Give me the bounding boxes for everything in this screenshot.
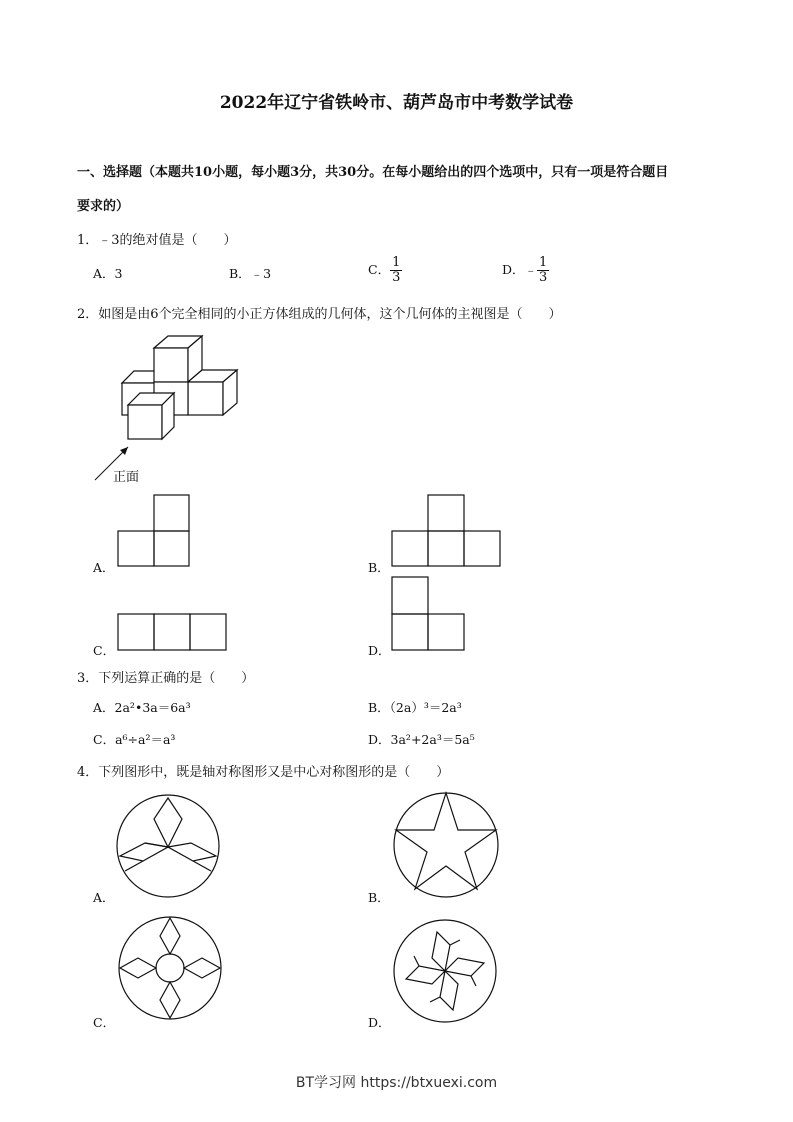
view-square xyxy=(190,614,226,650)
view-square xyxy=(118,614,154,650)
view-square xyxy=(392,531,428,566)
q4-figure-a xyxy=(115,793,221,899)
q1-option-c xyxy=(368,256,402,285)
q4-option-c: C． xyxy=(93,1015,116,1030)
q4-figure-d xyxy=(392,918,498,1024)
section-heading-line2: 要求的） xyxy=(77,199,130,214)
view-square xyxy=(118,531,154,566)
view-square xyxy=(392,614,428,650)
view-square xyxy=(464,531,500,566)
cube-face xyxy=(154,348,188,382)
denominator: 3 xyxy=(392,270,401,285)
footer-watermark: BT学习网 https://btxuexi.com xyxy=(295,1075,498,1091)
outer-circle xyxy=(394,793,498,897)
q4-option-a: A． xyxy=(93,890,115,905)
view-square xyxy=(154,495,189,531)
center-circle xyxy=(156,954,184,982)
q2-option-a: A． xyxy=(93,560,115,575)
view-square xyxy=(154,614,190,650)
page-title: 2022年辽宁省铁岭市、葫芦岛市中考数学试卷 xyxy=(219,93,574,113)
rhombus-shape xyxy=(154,798,182,847)
q1-option-c-fraction xyxy=(390,256,402,285)
q2-view-a xyxy=(118,495,190,567)
q3-option-c: C．a⁶÷a²＝a³ xyxy=(93,732,176,747)
q4-figure-b xyxy=(392,791,500,899)
rhombus-edge xyxy=(193,861,211,871)
view-square xyxy=(154,531,189,566)
outer-circle xyxy=(119,917,221,1019)
rhombus-shape xyxy=(160,918,180,954)
q2-view-c xyxy=(118,614,228,652)
view-square xyxy=(392,577,428,614)
q4-option-d: D． xyxy=(368,1015,391,1030)
section-heading xyxy=(77,156,727,224)
q2-view-d xyxy=(392,577,466,651)
rhombus-edge xyxy=(145,843,168,847)
denominator: 3 xyxy=(539,270,548,285)
view-square xyxy=(428,495,464,531)
view-square xyxy=(428,531,464,566)
q1-stem: 1．﹣3的绝对值是（ ） xyxy=(77,233,237,248)
q1-option-d-fraction xyxy=(537,256,549,285)
q2-stem: 2．如图是由6个完全相同的小正方体组成的几何体，这个几何体的主视图是（ ） xyxy=(77,307,562,322)
q2-view-b xyxy=(392,495,502,567)
rhombus-shape xyxy=(184,958,220,978)
q4-stem: 4．下列图形中，既是轴对称图形又是中心对称图形的是（ ） xyxy=(77,765,450,780)
q1-option-d-sign: ﹣ xyxy=(524,262,538,277)
q2-option-b: B． xyxy=(368,560,390,575)
q1-option-a: A．3 xyxy=(93,266,123,281)
rhombus-edge xyxy=(125,861,143,871)
rhombus-shape xyxy=(160,982,180,1018)
star-shape xyxy=(396,793,496,889)
q1-option-d xyxy=(502,256,549,285)
pinwheel-shape xyxy=(406,932,484,1010)
cube-face xyxy=(188,382,223,415)
q3-option-b: B．（2a）³＝2a³ xyxy=(368,700,462,715)
q1-option-c-prefix: C． xyxy=(368,262,391,277)
q4-figure-c xyxy=(117,915,223,1021)
view-square xyxy=(428,614,464,650)
q1-option-d-prefix: D． xyxy=(502,262,525,277)
q2-option-d: D． xyxy=(368,643,391,658)
section-heading-line1: 一、选择题（本题共10小题，每小题3分，共30分。在每小题给出的四个选项中，只有一项是符合题目 xyxy=(77,165,669,180)
front-label: 正面 xyxy=(113,470,140,485)
q3-option-d: D．3a²+2a³＝5a⁵ xyxy=(368,732,475,747)
numerator: 1 xyxy=(539,255,548,270)
q3-stem: 3．下列运算正确的是（ ） xyxy=(77,671,255,686)
q3-option-a: A．2a²•3a＝6a³ xyxy=(93,700,191,715)
q4-option-b: B． xyxy=(368,890,390,905)
cube-solid-figure xyxy=(90,333,250,488)
rhombus-shape xyxy=(120,958,156,978)
cube-face xyxy=(128,405,162,439)
q1-option-b: B．﹣3 xyxy=(229,266,272,281)
numerator: 1 xyxy=(392,255,401,270)
rhombus-shape xyxy=(168,843,216,861)
q2-option-c: C． xyxy=(93,643,116,658)
